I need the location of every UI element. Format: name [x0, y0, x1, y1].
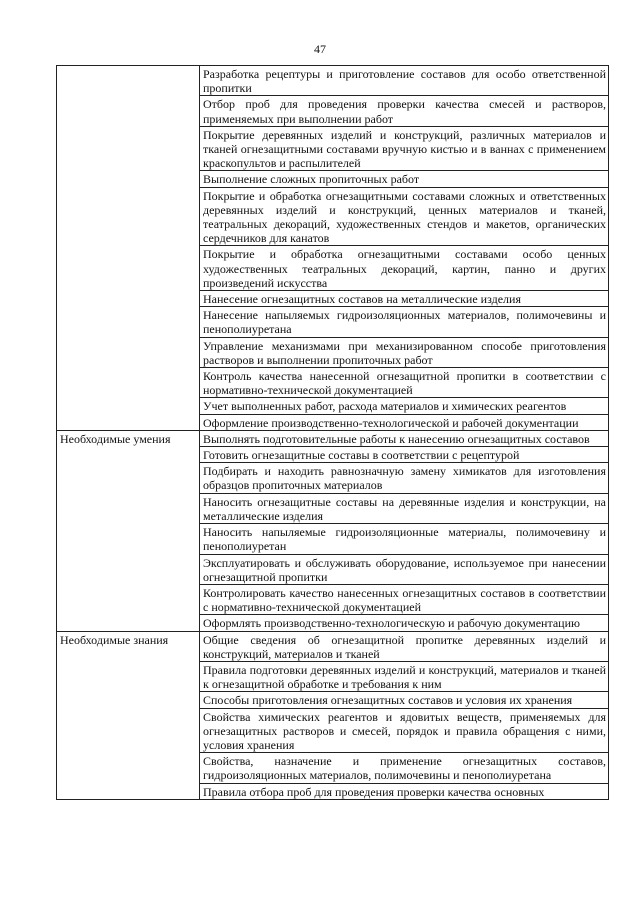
cell-text: Выполнять подготовительные работы к нанесению огнезащитных составов — [203, 431, 590, 446]
table-cell — [200, 493, 609, 523]
table-cell — [200, 398, 609, 414]
table-cell — [200, 584, 609, 614]
cell-text: Способы приготовления огнезащитных составов и условия их хранения — [203, 693, 573, 708]
table-cell — [200, 708, 609, 753]
cell-text: Наносить огнезащитные составы на деревянные изделия и конструкции, на металлические изделия — [203, 494, 606, 523]
table-cell — [200, 524, 609, 554]
section-label — [57, 66, 200, 431]
table-row — [57, 430, 609, 446]
table-cell — [200, 783, 609, 799]
page-number: 47 — [314, 42, 326, 56]
cell-text: Правила подготовки деревянных изделий и конструкций, материалов и тканей к огнезащитной обработке и требования к ним — [203, 662, 606, 692]
cell-text: Контроль качества нанесенной огнезащитной пропитки в соответствии с нормативно-технической документацией — [203, 369, 606, 398]
cell-text: Свойства химических реагентов и ядовитых веществ, применяемых для огнезащитных растворов и смесей, порядок и правила обращения с ними, условия хранения — [203, 709, 606, 752]
table-cell — [200, 187, 609, 246]
cell-text: Управление механизмами при механизированном способе приготовления растворов и выполнении пропиточных работ — [203, 338, 606, 367]
table-cell — [200, 692, 609, 708]
cell-text: Отбор проб для проведения проверки качества смесей и растворов, применяемых при выполнении работ — [203, 97, 606, 126]
cell-text: Покрытие деревянных изделий и конструкций, различных материалов и тканей огнезащитными составами вручную кистью и в ваннах с применением краскопультов и распылителей — [203, 127, 606, 171]
cell-text: Учет выполненных работ, расхода материалов и химических реагентов — [203, 399, 567, 414]
table-cell — [200, 661, 609, 691]
cell-text: Покрытие и обработка огнезащитными составами особо ценных художественных театральных декораций, картин, панно и других произведений искусства — [203, 247, 606, 290]
table-cell — [200, 291, 609, 307]
table-row — [57, 631, 609, 661]
cell-text: Нанесение напыляемых гидроизоляционных материалов, полимочевины и пенополиуретана — [203, 308, 606, 337]
section-label: Необходимые знания — [57, 631, 200, 799]
table-cell — [200, 430, 609, 446]
cell-text: Общие сведения об огнезащитной пропитке деревянных изделий и конструкций, материалов и тканей — [203, 632, 606, 661]
cell-text: Нанесение огнезащитных составов на металлические изделия — [203, 292, 521, 307]
table-cell — [200, 246, 609, 291]
table-cell — [200, 368, 609, 398]
table-cell — [200, 126, 609, 171]
section-label: Необходимые умения — [57, 430, 200, 631]
table-cell — [200, 463, 609, 493]
cell-text: Подбирать и находить равнозначную замену химикатов для изготовления образцов пропиточных материалов — [203, 464, 606, 493]
table-cell — [200, 631, 609, 661]
table-cell — [200, 66, 609, 96]
cell-text: Правила отбора проб для проведения проверки качества основных — [203, 784, 545, 799]
cell-text: Оформление производственно-технологической и рабочей документации — [203, 415, 579, 430]
table-cell — [200, 554, 609, 584]
cell-text: Наносить напыляемые гидроизоляционные материалы, полимочевину и пенополиуретан — [203, 525, 606, 554]
table-row — [57, 66, 609, 96]
cell-text: Готовить огнезащитные составы в соответствии с рецептурой — [203, 448, 520, 463]
cell-text: Оформлять производственно-технологическую и рабочую документацию — [203, 616, 580, 631]
table-cell — [200, 447, 609, 463]
cell-text: Контролировать качество нанесенных огнезащитных составов в соответствии с нормативно-технической документацией — [203, 585, 606, 615]
table-cell — [200, 96, 609, 126]
cell-text: Эксплуатировать и обслуживать оборудование, используемое при нанесении огнезащитной пропитки — [203, 555, 606, 584]
table-cell — [200, 414, 609, 430]
cell-text: Свойства, назначение и применение огнезащитных составов, гидроизоляционных материалов, полимочевины и пенополиуретана — [203, 754, 606, 783]
table-cell — [200, 753, 609, 783]
cell-text: Выполнение сложных пропиточных работ — [203, 172, 420, 187]
cell-text: Разработка рецептуры и приготовление составов для особо ответственной пропитки — [203, 67, 606, 96]
table-cell — [200, 337, 609, 367]
requirements-table — [56, 65, 609, 800]
table-cell — [200, 307, 609, 337]
table-cell — [200, 615, 609, 631]
table-cell — [200, 171, 609, 187]
cell-text: Покрытие и обработка огнезащитными составами сложных и ответственных деревянных изделий и конструкций, ценных материалов и тканей, театральных декораций, художественных стендов и макетов, органических сердечников для канатов — [203, 188, 606, 246]
